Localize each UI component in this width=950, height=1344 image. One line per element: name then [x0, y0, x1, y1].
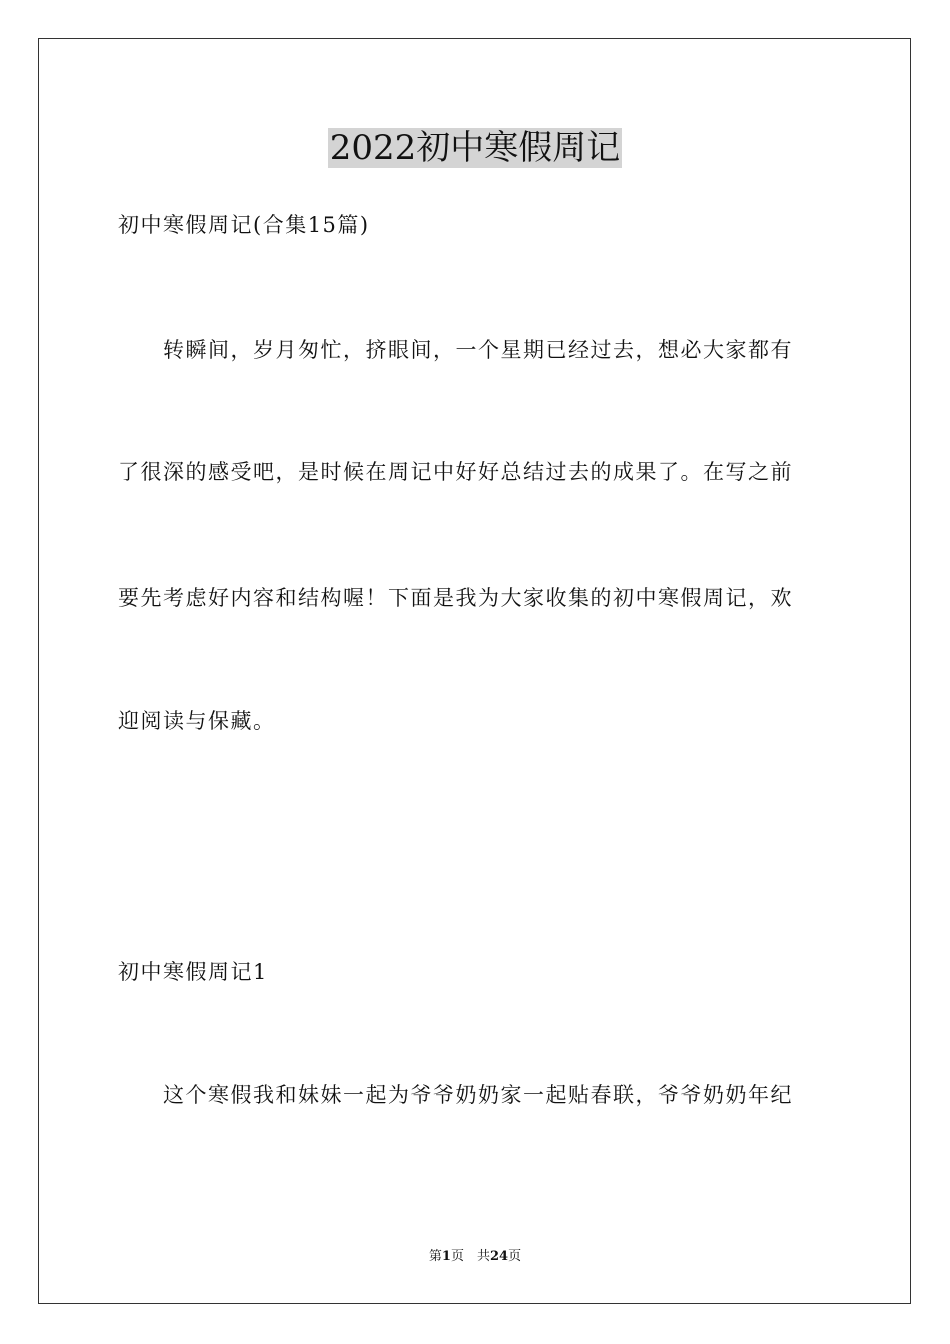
intro-line-2: 了很深的感受吧，是时候在周记中好好总结过去的成果了。在写之前	[118, 460, 793, 484]
document-title-text: 2022初中寒假周记	[329, 128, 621, 168]
footer-page-suffix: 页	[508, 1249, 522, 1264]
document-subtitle: 初中寒假周记(合集15篇)	[118, 213, 370, 237]
section-line-1: 这个寒假我和妹妹一起为爷爷奶奶家一起贴春联，爷爷奶奶年纪	[163, 1083, 793, 1107]
footer-page-total: 24	[489, 1249, 509, 1264]
page-footer	[0, 1248, 950, 1266]
footer-page-mid: 页 共	[450, 1249, 490, 1264]
intro-line-3: 要先考虑好内容和结构喔！下面是我为大家收集的初中寒假周记，欢	[118, 586, 793, 610]
intro-line-4: 迎阅读与保藏。	[118, 709, 276, 733]
section-heading: 初中寒假周记1	[118, 960, 268, 984]
footer-page-current: 1	[441, 1249, 451, 1264]
document-title	[0, 128, 950, 168]
footer-page-prefix: 第	[428, 1249, 442, 1264]
intro-line-1: 转瞬间，岁月匆忙，挤眼间，一个星期已经过去，想必大家都有	[163, 338, 793, 362]
